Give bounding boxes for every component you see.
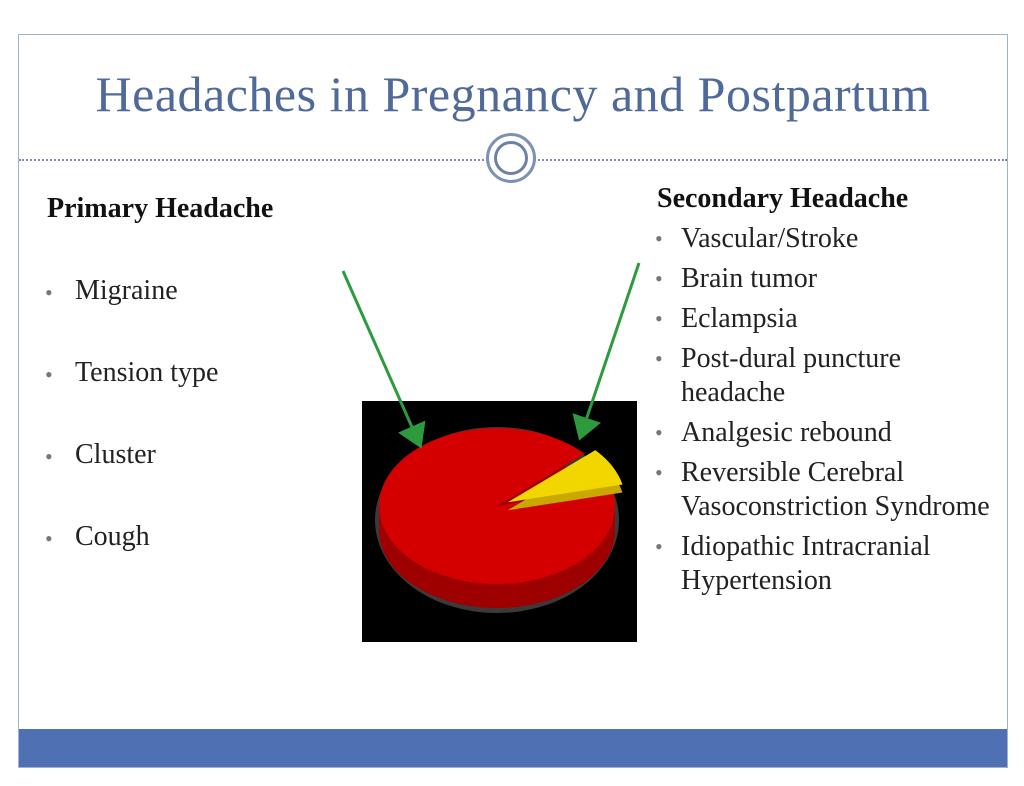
list-item: • Analgesic rebound	[655, 417, 892, 448]
list-item: • Migraine	[45, 275, 218, 357]
list-item: • Reversible Cerebral Vasoconstriction Syndrome	[655, 457, 990, 522]
pie-slice-primary	[379, 428, 615, 584]
primary-list	[45, 275, 218, 603]
bullet-icon: •	[45, 362, 53, 387]
slide	[18, 34, 1008, 768]
bullet-icon: •	[45, 444, 53, 469]
pie-chart-panel	[362, 401, 637, 642]
pie-chart	[362, 401, 637, 642]
secondary-list	[655, 222, 1005, 604]
bullet-icon: •	[655, 266, 663, 291]
divider-circle-icon	[486, 133, 536, 183]
primary-heading: Primary Headache	[47, 193, 274, 224]
list-item: • Vascular/Stroke	[655, 223, 859, 254]
bullet-icon: •	[655, 306, 663, 331]
list-item: • Idiopathic Intracranial Hypertension	[655, 531, 931, 596]
list-item: • Eclampsia	[655, 303, 798, 334]
list-item: • Cluster	[45, 439, 218, 521]
bullet-icon: •	[45, 526, 53, 551]
slide-title: Headaches in Pregnancy and Postpartum	[95, 66, 931, 122]
bullet-icon: •	[655, 346, 663, 371]
bullet-icon: •	[45, 280, 53, 305]
bullet-icon: •	[655, 420, 663, 445]
bullet-icon: •	[655, 534, 663, 559]
secondary-heading: Secondary Headache	[657, 183, 909, 214]
list-item: • Brain tumor	[655, 263, 818, 294]
list-item: • Post-dural puncture headache	[655, 343, 902, 408]
bullet-icon: •	[655, 226, 663, 251]
footer-bar	[19, 729, 1007, 767]
list-item: • Tension type	[45, 357, 218, 439]
list-item: • Cough	[45, 521, 218, 603]
bullet-icon: •	[655, 460, 663, 485]
